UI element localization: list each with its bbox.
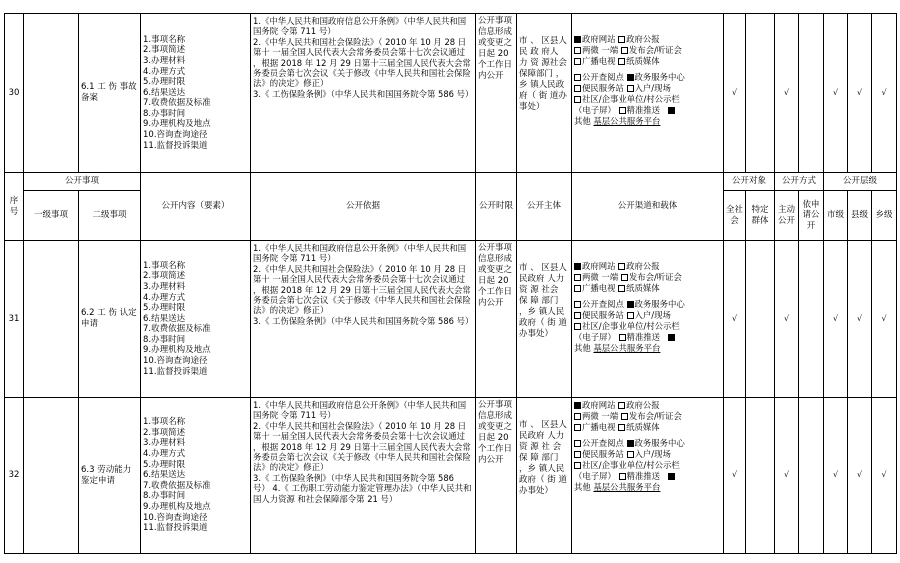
- checkbox-icon: [619, 334, 626, 341]
- row-time-limit: 公开事项信息形成或变更之日起 20 个工作日内公开: [476, 241, 517, 398]
- checkbox-checked-icon: [574, 36, 581, 43]
- check-apply: [799, 398, 824, 554]
- check-county: √: [848, 241, 872, 398]
- checkbox-icon: [619, 473, 626, 480]
- row-basis: 1.《中华人民共和国政府信息公开条例》（中华人民共和国国务院 令第 711 号） 2.《中华人民共和国社会保险法》（ 2010 年 10 月 28 日第十 一届全国人民代表大会常务委员会第十七次会议通过 ，根据 2018 年 12 月 29 日第十三届全国人民代表大会常务委员会第七次会议《关于修改《中华人民共和国社会保险法》的决定》修正） 3.《 工伤保险条例》（中华人民共和国国务院令第 586 号）: [251, 241, 476, 398]
- checkbox-icon: [574, 323, 581, 330]
- header-basis: 公开依据: [251, 173, 476, 241]
- row-name: 6.1 工 伤 事故 备案: [79, 14, 141, 173]
- checkbox-icon: [627, 312, 634, 319]
- table-row: [5, 14, 897, 173]
- table-row: [5, 398, 897, 554]
- row-items: 1.事项名称 2.事项简述 3.办理材料 4.办理方式 5.办理时限 6.结果送达 7.收费依据及标准 8.办事时间 9.办理机构及地点 10.咨询查询途径 11.监督投诉渠道: [141, 398, 251, 554]
- check-town: √: [872, 14, 897, 173]
- checkbox-icon: [574, 85, 581, 92]
- check-city: √: [824, 14, 848, 173]
- header-level-county: 县级: [848, 191, 872, 241]
- header-row-1: [5, 173, 897, 191]
- checkbox-icon: [574, 413, 581, 420]
- checkbox-icon: [574, 451, 581, 458]
- check-active: √: [775, 398, 799, 554]
- check-active: √: [775, 14, 799, 173]
- header-level2: 二级事项: [79, 191, 141, 241]
- checkbox-icon: [574, 462, 581, 469]
- header-public-matters: 公开事项: [24, 173, 141, 191]
- checkbox-icon: [618, 58, 625, 65]
- check-specific: [746, 14, 775, 173]
- checkbox-checked-icon: [574, 263, 581, 270]
- checkbox-icon: [574, 274, 581, 281]
- checkbox-icon: [627, 451, 634, 458]
- header-level: 公开层级: [824, 173, 897, 191]
- row-basis: 1.《中华人民共和国政府信息公开条例》（中华人民共和国国务院 令第 711 号） 2.《中华人民共和国社会保险法》（ 2010 年 10 月 28 日第十 一届全国人民代表大会常务委员会第十七次会议通过 ，根据 2018 年 12 月 29 日第十三届全国人民代表大会常务委员会第七次会议《关于修改《中华人民共和国社会保险法》的决定》修正） 3.《 工伤保险条例》（中华人民共和国国务院令第 586 号）: [251, 14, 476, 173]
- checkbox-icon: [574, 312, 581, 319]
- check-specific: [746, 241, 775, 398]
- checkbox-checked-icon: [627, 74, 634, 81]
- check-all-society: √: [724, 14, 746, 173]
- checkbox-icon: [574, 58, 581, 65]
- checkbox-checked-icon: [668, 473, 675, 480]
- row-channels: 政府网站 政府公报 两微 一端 发布会/听证会 广播电视 纸质媒体 公开查阅点 政务服务中心 便民服务站 入户/现场 社区/企事业单位/村公示栏 （电子屏） 精准推送 其他 基层公共服务平台: [572, 398, 724, 554]
- row-time-limit: 公开事项信息形成或变更之日起 20 个工作日内公开: [476, 14, 517, 173]
- disclosure-table: [4, 13, 897, 554]
- checkbox-icon: [574, 96, 581, 103]
- table-row: [5, 241, 897, 398]
- header-seq: 序号: [5, 173, 24, 241]
- checkbox-icon: [621, 47, 628, 54]
- check-town: √: [872, 241, 897, 398]
- checkbox-icon: [618, 285, 625, 292]
- checkbox-checked-icon: [668, 334, 675, 341]
- row-items: 1.事项名称 2.事项简述 3.办理材料 4.办理方式 5.办理时限 6.结果送达 7.收费依据及标准 8.办事时间 9.办理机构及地点 10.咨询查询途径 11.监督投诉渠道: [141, 241, 251, 398]
- row-seq: 31: [5, 241, 24, 398]
- row-seq: 32: [5, 398, 24, 554]
- check-town: √: [872, 398, 897, 554]
- checkbox-icon: [574, 74, 581, 81]
- check-city: √: [824, 398, 848, 554]
- header-method: 公开方式: [775, 173, 824, 191]
- checkbox-icon: [618, 402, 625, 409]
- check-city: √: [824, 241, 848, 398]
- checkbox-icon: [627, 85, 634, 92]
- check-all-society: √: [724, 398, 746, 554]
- row-subject: 市 、 区县人民政府 人力 资 源 社会 保 障 部门 ，乡 镇人民政府（ 街 道办事处）: [517, 241, 572, 398]
- checkbox-icon: [618, 36, 625, 43]
- checkbox-checked-icon: [574, 402, 581, 409]
- row-name: 6.2 工 伤 认定 申请: [79, 241, 141, 398]
- checkbox-icon: [618, 424, 625, 431]
- row-items: 1.事项名称 2.事项简述 3.办理材料 4.办理方式 5.办理时限 6.结果送达 7.收费依据及标准 8.办事时间 9.办理机构及地点 10.咨询查询途径 11.监督投诉渠道: [141, 14, 251, 173]
- header-subject: 公开主体: [517, 173, 572, 241]
- row-channels: 政府网站 政府公报 两微 一端 发布会/听证会 广播电视 纸质媒体 公开查阅点 政务服务中心 便民服务站 入户/现场 社区/企事业单位/村公示栏 （电子屏） 精准推送 其他 基层公共服务平台: [572, 241, 724, 398]
- checkbox-icon: [574, 301, 581, 308]
- row-name: 6.3 劳动能力鉴定申请: [79, 398, 141, 554]
- checkbox-checked-icon: [668, 107, 675, 114]
- checkbox-icon: [621, 274, 628, 281]
- check-specific: [746, 398, 775, 554]
- header-method-active: 主动公开: [775, 191, 799, 241]
- row-channels: 政府网站 政府公报 两微 一端 发布会/听证会 广播电视 纸质媒体 公开查阅点 政务服务中心 便民服务站 入户/现场 社区/企事业单位/村公示栏 （电子屏） 精准推送 其他 基层公共服务平台: [572, 14, 724, 173]
- header-time-limit: 公开时限: [476, 173, 517, 241]
- checkbox-icon: [619, 107, 626, 114]
- row-level1: [24, 241, 79, 398]
- header-method-apply: 依申请公开: [799, 191, 824, 241]
- check-all-society: √: [724, 241, 746, 398]
- checkbox-icon: [621, 413, 628, 420]
- checkbox-checked-icon: [627, 440, 634, 447]
- check-apply: [799, 241, 824, 398]
- header-channel: 公开渠道和载体: [572, 173, 724, 241]
- header-level1: 一级事项: [24, 191, 79, 241]
- checkbox-icon: [574, 285, 581, 292]
- header-target-all: 全社会: [724, 191, 746, 241]
- checkbox-icon: [574, 424, 581, 431]
- checkbox-icon: [574, 47, 581, 54]
- header-level-city: 市级: [824, 191, 848, 241]
- row-basis: 1.《中华人民共和国政府信息公开条例》（中华人民共和国国务院 令第 711 号） 2.《中华人民共和国社会保险法》（ 2010 年 10 月 28 日第十 一届全国人民代表大会常务委员会第十七次会议通过 ，根据 2018 年 12 月 29 日第十三届全国人民代表大会常务委员会第七次会议《关于修改《中华人民共和国社会保险法》的决定》修正） 3.《 工伤保险条例》（中华人民共和国国务院令第 586 号） 4.《 工伤职工劳动能力鉴定管理办法》（中华人民共和国人力资源 和社会保障部令第 21 号）: [251, 398, 476, 554]
- row-time-limit: 公开事项信息形成或变更之日起 20 个工作日内公开: [476, 398, 517, 554]
- row-subject: 市 、 区县人 民 政 府人 力 资 源社会保障部门 ，乡 镇人民政府（ 街 道办事处）: [517, 14, 572, 173]
- check-county: √: [848, 14, 872, 173]
- row-subject: 市 、 区县人民政府 人力 资 源 社 会 保 障 部门 ，乡 镇人民政府（ 街 道办事处）: [517, 398, 572, 554]
- row-seq: 30: [5, 14, 24, 173]
- checkbox-checked-icon: [627, 301, 634, 308]
- checkbox-icon: [574, 440, 581, 447]
- row-level1: [24, 14, 79, 173]
- header-level-town: 乡级: [872, 191, 897, 241]
- check-county: √: [848, 398, 872, 554]
- header-target: 公开对象: [724, 173, 775, 191]
- header-target-specific: 特定群体: [746, 191, 775, 241]
- check-active: √: [775, 241, 799, 398]
- checkbox-icon: [618, 263, 625, 270]
- check-apply: [799, 14, 824, 173]
- header-content: 公开内容（要素）: [141, 173, 251, 241]
- row-level1: [24, 398, 79, 554]
